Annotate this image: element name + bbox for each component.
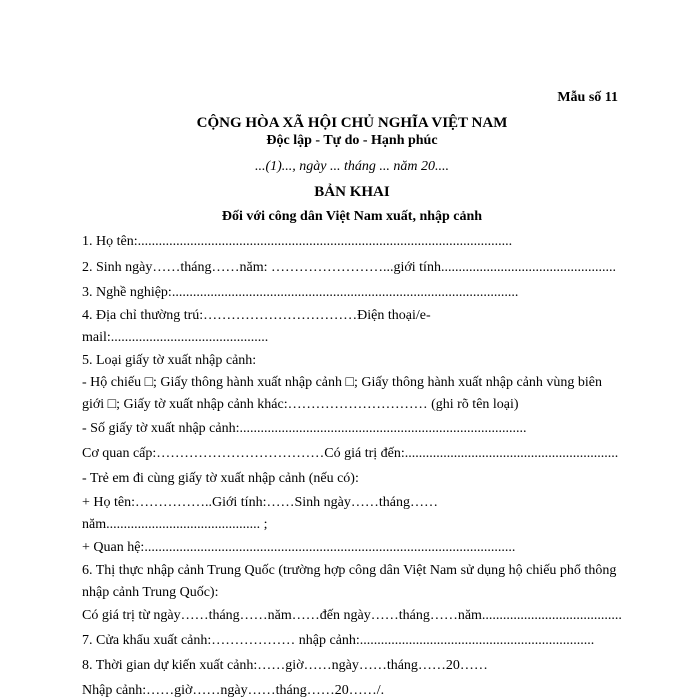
field-birth-gender: 2. Sinh ngày……tháng……năm: ……………………...giới tính.................................................. [82, 260, 616, 275]
form-code: Mẫu số 11 [557, 90, 618, 105]
field-full-name: 1. Họ tên:........................................................................................................... [82, 234, 513, 249]
field-address-contact: 4. Địa chỉ thường trú:……………………………Điện thoại/e-mail:............................................. [82, 308, 431, 345]
field-child-details: + Họ tên:……………..Giới tính:……Sinh ngày……tháng…… năm............................................ ; [82, 495, 438, 532]
field-document-type-heading: 5. Loại giấy tờ xuất nhập cảnh: [82, 353, 257, 368]
field-border-gates: 7. Cửa khẩu xuất cảnh:……………… nhập cảnh:................................................................... [82, 633, 595, 648]
field-issuer-validity: Cơ quan cấp:………………………………Có giá trị đến:............................................................. [82, 446, 619, 461]
field-occupation: 3. Nghề nghiệp:................................................................................................... [82, 285, 519, 300]
field-china-visa: 6. Thị thực nhập cảnh Trung Quốc (trường hợp công dân Việt Nam sử dụng hộ chiếu phổ thông nhập cảnh Trung Quốc): [82, 563, 617, 600]
date-line: ...(1)..., ngày ... tháng ... năm 20.... [254, 159, 450, 174]
field-accompanying-children: - Trẻ em đi cùng giấy tờ xuất nhập cảnh (nếu có): [82, 471, 359, 486]
field-entry-time: Nhập cảnh:……giờ……ngày……tháng……20……/. [82, 683, 385, 698]
field-exit-time: 8. Thời gian dự kiến xuất cảnh:……giờ……ngày……tháng……20…… [82, 658, 488, 673]
national-motto: Độc lập - Tự do - Hạnh phúc [266, 133, 438, 148]
document-title: BẢN KHAI [314, 184, 390, 200]
country-name: CỘNG HÒA XÃ HỘI CHỦ NGHĨA VIỆT NAM [196, 115, 508, 131]
field-relationship: + Quan hệ:.......................................................................................................... [82, 540, 516, 555]
document-subtitle: Đối với công dân Việt Nam xuất, nhập cảnh [221, 209, 483, 224]
field-visa-validity: Có giá trị từ ngày……tháng……năm……đến ngày……tháng……năm........................................ [82, 608, 622, 623]
field-document-type-options: - Hộ chiếu □; Giấy thông hành xuất nhập cảnh □; Giấy thông hành xuất nhập cảnh vùng biên giới □; Giấy tờ xuất nhập cảnh khác:………………………… (ghi rõ tên loại) [82, 375, 603, 412]
field-document-number: - Số giấy tờ xuất nhập cảnh:.................................................................................. [82, 421, 527, 436]
